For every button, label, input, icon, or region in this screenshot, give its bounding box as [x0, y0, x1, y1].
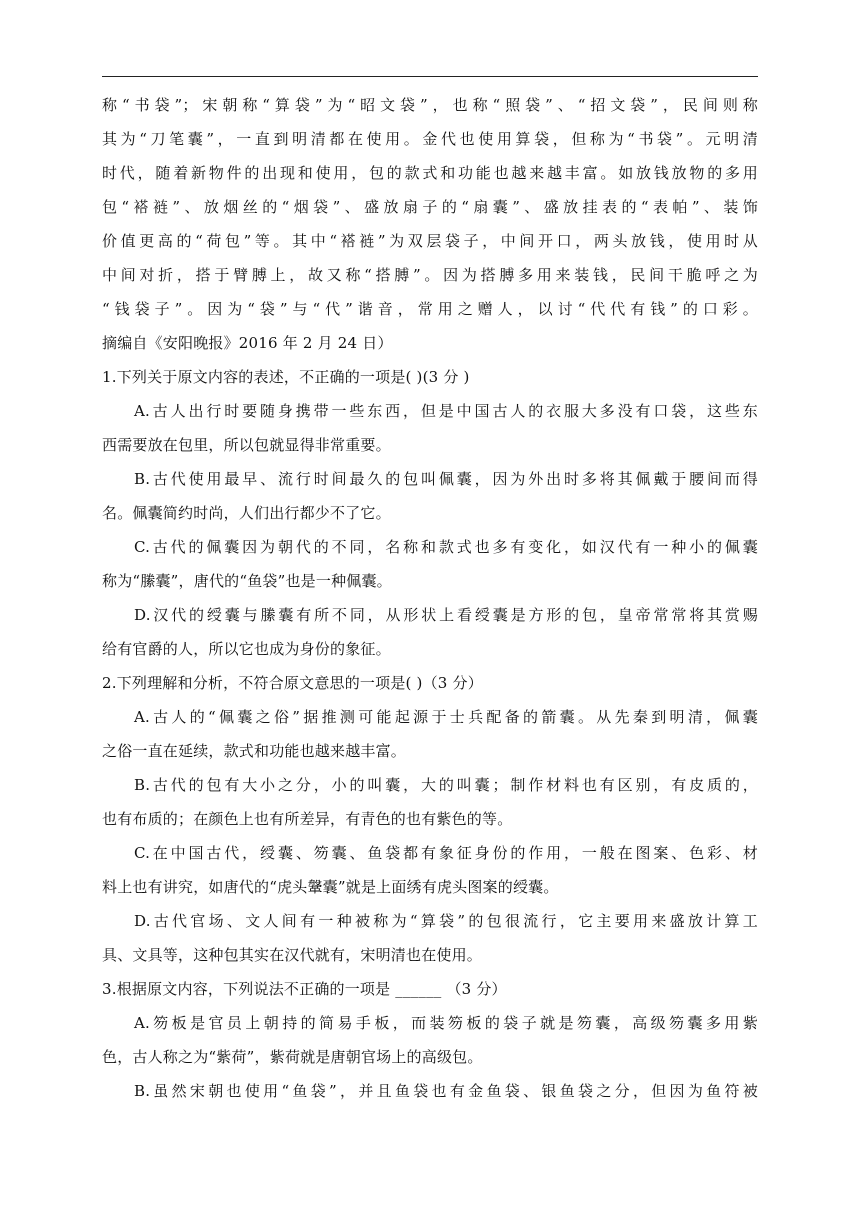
passage-line: 包“褡裢”、放烟丝的“烟袋”、盛放扇子的“扇囊”、盛放挂表的“表帕”、装饰 [102, 198, 758, 216]
question-stem: 3.根据原文内容，下列说法不正确的一项是 ______ （3 分） [102, 980, 507, 998]
option-line: C.在中国古代，绶囊、笏囊、鱼袋都有象征身份的作用，一般在图案、色彩、材 [134, 844, 758, 862]
passage-line: 其为“刀笔囊”，一直到明清都在使用。金代也使用算袋，但称为“书袋”。元明清 [102, 130, 758, 148]
option-line: A.笏板是官员上朝持的简易手板，而装笏板的袋子就是笏囊，高级笏囊多用紫 [134, 1014, 758, 1032]
question-1 [102, 360, 758, 666]
option-line: 具、文具等，这种包其实在汉代就有，宋明清也在使用。 [102, 946, 483, 964]
passage [102, 88, 758, 360]
option-line: 之俗一直在延续，款式和功能也越来越丰富。 [102, 742, 407, 760]
option-line: D.古代官场、文人间有一种被称为“算袋”的包很流行，它主要用来盛放计算工 [134, 912, 758, 930]
option-line: B.虽然宋朝也使用“鱼袋”，并且鱼袋也有金鱼袋、银鱼袋之分，但因为鱼符被 [134, 1082, 758, 1100]
question-2 [102, 666, 758, 972]
option-line: A.古人的“佩囊之俗”据推测可能起源于士兵配备的箭囊。从先秦到明清，佩囊 [134, 708, 758, 726]
option-line: 称为“縢囊”，唐代的“鱼袋”也是一种佩囊。 [102, 572, 392, 590]
option-line: 料上也有讲究，如唐代的“虎头鞶囊”就是上面绣有虎头图案的绶囊。 [102, 878, 559, 896]
option-line: 色，古人称之为“紫荷”，紫荷就是唐朝官场上的高级包。 [102, 1048, 483, 1066]
option-line: A.古人出行时要随身携带一些东西，但是中国古人的衣服大多没有口袋，这些东 [134, 402, 758, 420]
passage-line: 价值更高的“荷包”等。其中“褡裢”为双层袋子，中间开口，两头放钱，使用时从 [102, 232, 758, 250]
document-body [102, 88, 758, 1108]
passage-line: 时代，随着新物件的出现和使用，包的款式和功能也越来越丰富。如放钱放物的多用 [102, 164, 758, 182]
option-line: D.汉代的绶囊与縢囊有所不同，从形状上看绶囊是方形的包，皇帝常常将其赏赐 [134, 606, 758, 624]
passage-line: “钱袋子”。因为“袋”与“代”谐音，常用之赠人，以讨“代代有钱”的口彩。 [102, 300, 758, 318]
passage-line: 中间对折，搭于臂膊上，故又称“搭膊”。因为搭膊多用来装钱，民间干脆呼之为 [102, 266, 758, 284]
header-rule [102, 76, 758, 77]
option-line: 给有官爵的人，所以它也成为身份的象征。 [102, 640, 391, 658]
option-line: B.古代的包有大小之分，小的叫囊，大的叫囊；制作材料也有区别，有皮质的， [134, 776, 758, 794]
option-line: 西需要放在包里，所以包就显得非常重要。 [102, 436, 391, 454]
question-3 [102, 972, 758, 1108]
option-line: 也有布质的；在颜色上也有所差异，有青色的也有紫色的等。 [102, 810, 513, 828]
passage-line: 称“书袋”；宋朝称“算袋”为“昭文袋”，也称“照袋”、“招文袋”，民间则称 [102, 96, 758, 114]
passage-source: 摘编自《安阳晚报》2016 年 2 月 24 日） [102, 334, 393, 352]
option-line: B.古代使用最早、流行时间最久的包叫佩囊，因为外出时多将其佩戴于腰间而得 [134, 470, 758, 488]
option-line: 名。佩囊简约时尚，人们出行都少不了它。 [102, 504, 391, 522]
option-line: C.古代的佩囊因为朝代的不同，名称和款式也多有变化，如汉代有一种小的佩囊 [134, 538, 758, 556]
question-stem: 2.下列理解和分析，不符合原文意思的一项是( )（3 分） [102, 674, 483, 692]
question-stem: 1.下列关于原文内容的表述，不正确的一项是( )(3 分 ) [102, 368, 470, 386]
